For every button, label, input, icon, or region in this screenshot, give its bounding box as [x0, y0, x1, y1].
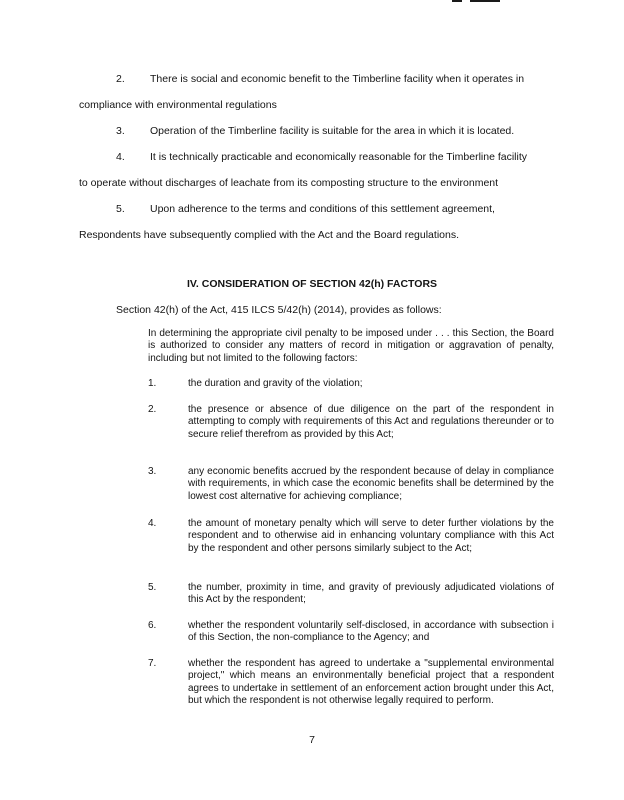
list-item-text: the number, proximity in time, and gravity of previously adjudicated violations of this Act by the respondent; [188, 582, 554, 606]
finding-text: Upon adherence to the terms and conditions of this settlement agreement, [150, 203, 495, 215]
list-item-number: 6. [148, 620, 157, 631]
intro-paragraph: Section 42(h) of the Act, 415 ILCS 5/42(h) (2014), provides as follows: [116, 304, 442, 316]
list-item-number: 1. [148, 378, 157, 389]
block-quote: In determining the appropriate civil penalty to be imposed under . . . this Section, the Board is authorized to consider any matters of record in mitigation or aggravation of penalty, including but not limited to the following factors: [148, 328, 554, 364]
finding-continuation: to operate without discharges of leachate from its composting structure to the environment [79, 177, 499, 189]
finding-continuation: compliance with environmental regulations [79, 99, 277, 111]
scan-artifact [452, 0, 462, 2]
list-item-number: 3. [148, 466, 157, 477]
list-item-number: 5. [148, 582, 157, 593]
list-item-number: 2. [148, 404, 157, 415]
list-item-text: the duration and gravity of the violation; [188, 378, 363, 389]
section-heading: IV. CONSIDERATION OF SECTION 42(h) FACTORS [186, 278, 438, 290]
list-item-text: whether the respondent voluntarily self-disclosed, in accordance with subsection i of this Section, the non-compliance to the Agency; and [188, 620, 554, 644]
finding-number: 3. [116, 125, 125, 137]
finding-number: 4. [116, 151, 125, 163]
list-item-number: 7. [148, 658, 157, 669]
finding-text: There is social and economic benefit to the Timberline facility when it operates in [150, 73, 525, 85]
list-item-number: 4. [148, 518, 157, 529]
list-item-text: whether the respondent has agreed to undertake a "supplemental environmental project," which means an environmentally beneficial project that a respondent agrees to undertake in settlement of an enforcement action brought under this Act, but which the respondent is not otherwise legally required to perform. [188, 658, 554, 707]
page-number: 7 [309, 734, 315, 746]
finding-number: 2. [116, 73, 125, 85]
finding-continuation: Respondents have subsequently complied with the Act and the Board regulations. [79, 229, 459, 241]
list-item-text: the presence or absence of due diligence on the part of the respondent in attempting to comply with requirements of this Act and regulations thereunder or to secure relief therefrom as provided by this Act; [188, 404, 554, 440]
finding-text: It is technically practicable and economically reasonable for the Timberline facility [150, 151, 528, 163]
finding-text: Operation of the Timberline facility is suitable for the area in which it is located. [150, 125, 515, 137]
list-item-text: any economic benefits accrued by the respondent because of delay in compliance with requirements, in which case the economic benefits shall be determined by the lowest cost alternative for achieving compliance; [188, 466, 554, 502]
list-item-text: the amount of monetary penalty which will serve to deter further violations by the respondent and to otherwise aid in enhancing voluntary compliance with this Act by the respondent and other persons similarly subject to the Act; [188, 518, 554, 554]
scan-artifact [470, 0, 500, 2]
finding-number: 5. [116, 203, 125, 215]
